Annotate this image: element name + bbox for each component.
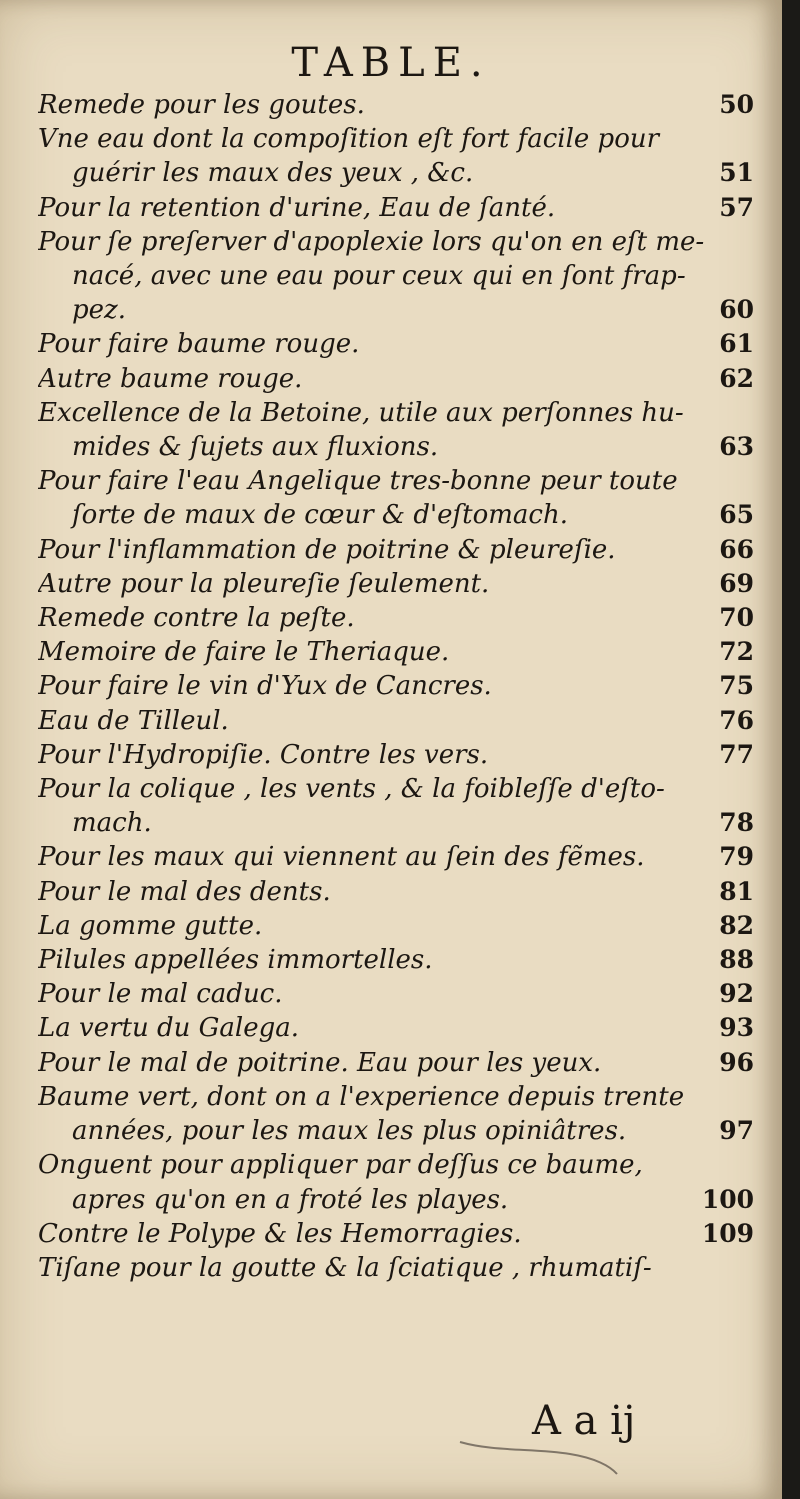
entry-line: Onguent pour appliquer par deſſus ce baume,	[38, 1150, 643, 1181]
entry-line: mach.	[72, 808, 152, 839]
page-number: 100	[701, 1184, 754, 1214]
table-entry	[38, 1251, 754, 1285]
table-entry	[38, 943, 754, 977]
entry-line: Vne eau dont la compoſition eſt fort facile pour	[38, 124, 660, 155]
entry-line: Memoire de faire le Theriaque.	[38, 637, 450, 668]
entry-line: ſorte de maux de cœur & d'eſtomach.	[72, 500, 568, 531]
page-number: 93	[719, 1013, 754, 1043]
entry-line: Pilules appellées immortelles.	[38, 945, 433, 976]
page-number: 77	[719, 739, 754, 769]
page-number: 62	[719, 363, 754, 393]
entry-line: Pour faire le vin d'Yux de Cancres.	[38, 671, 492, 702]
entry-line: Pour la colique , les vents , & la foibleſſe d'eſto-	[38, 774, 665, 805]
page-number: 50	[719, 90, 754, 119]
table-entry	[38, 567, 754, 601]
page-number: 79	[719, 842, 754, 872]
entry-line: Remede pour les goutes.	[38, 90, 365, 120]
entry-line: mides & ſujets aux fluxions.	[72, 432, 439, 463]
table-entry	[38, 704, 754, 738]
entry-line: apres qu'on en a froté les playes.	[72, 1184, 509, 1215]
page-number: 72	[719, 637, 754, 667]
entry-line: Baume vert, dont on a l'experience depuis trente	[38, 1081, 685, 1112]
table-entry	[38, 772, 754, 840]
table-entry	[38, 1046, 754, 1080]
entry-line: Autre baume rouge.	[38, 363, 303, 394]
entry-line: Tiſane pour la goutte & la ſciatique , rhumatiſ-	[38, 1252, 652, 1283]
table-entries	[38, 88, 754, 1285]
table-entry	[38, 840, 754, 874]
entry-line: Pour le mal de poitrine. Eau pour les yeux.	[38, 1047, 602, 1078]
page-title: TABLE.	[291, 40, 491, 86]
table-entry	[38, 738, 754, 772]
table-entry	[38, 601, 754, 635]
table-entry	[38, 88, 754, 122]
page-number: 88	[719, 945, 754, 975]
entry-line: La vertu du Galega.	[38, 1013, 300, 1044]
page-number: 57	[719, 192, 754, 222]
table-entry	[38, 225, 754, 328]
page-number: 97	[719, 1116, 754, 1146]
table-entry	[38, 1217, 754, 1251]
table-entry	[38, 1011, 754, 1045]
entry-line: Eau de Tilleul.	[38, 705, 229, 736]
entry-line: Remede contre la peſte.	[38, 603, 355, 634]
entry-line: Pour le mal caduc.	[38, 979, 283, 1010]
table-entry	[38, 327, 754, 361]
entry-line: Pour la retention d'urine, Eau de ſanté.	[38, 192, 556, 223]
page-number: 51	[719, 158, 754, 188]
table-entry	[38, 909, 754, 943]
entry-line: Pour le mal des dents.	[38, 876, 331, 907]
page-number: 96	[719, 1047, 754, 1077]
entry-line: Pour l'Hydropiſie. Contre les vers.	[38, 739, 489, 770]
page-number: 65	[719, 500, 754, 530]
page-number: 66	[719, 534, 754, 564]
table-entry	[38, 191, 754, 225]
entry-line: Pour les maux qui viennent au ſein des fẽmes.	[38, 842, 645, 873]
page-number: 75	[719, 671, 754, 701]
page-number: 70	[719, 603, 754, 633]
table-entry	[38, 669, 754, 703]
entry-line: pez.	[72, 295, 126, 326]
table-entry	[38, 464, 754, 532]
page-number: 78	[719, 808, 754, 838]
table-entry	[38, 977, 754, 1011]
table-entry	[38, 122, 754, 190]
table-entry	[38, 396, 754, 464]
flourish-ornament	[455, 1428, 625, 1478]
table-entry	[38, 1148, 754, 1216]
entry-line: années, pour les maux les plus opiniâtres.	[72, 1116, 627, 1147]
entry-line: Contre le Polype & les Hemorragies.	[38, 1218, 522, 1249]
table-entry	[38, 635, 754, 669]
page-number: 61	[719, 329, 754, 359]
page-number: 69	[719, 568, 754, 598]
page-number: 81	[719, 876, 754, 906]
entry-line: Pour faire l'eau Angelique tres-bonne peur toute	[38, 466, 678, 497]
entry-line: Pour ſe preſerver d'apoplexie lors qu'on en eſt me-	[38, 226, 705, 257]
page-number: 76	[719, 705, 754, 735]
entry-line: Pour l'inflammation de poitrine & pleureſie.	[38, 534, 616, 565]
page-number: 92	[719, 979, 754, 1009]
page-number: 60	[719, 295, 754, 325]
entry-line: La gomme gutte.	[38, 910, 263, 941]
page-number: 82	[719, 910, 754, 940]
table-entry	[38, 1080, 754, 1148]
page-number: 109	[701, 1218, 754, 1248]
signature-mark: A a ij	[532, 1398, 636, 1444]
entry-line: Autre pour la pleureſie ſeulement.	[38, 568, 490, 599]
table-entry	[38, 362, 754, 396]
entry-line: Excellence de la Betoine, utile aux perſonnes hu-	[38, 397, 684, 428]
table-entry	[38, 875, 754, 909]
table-entry	[38, 533, 754, 567]
entry-line: nacé, avec une eau pour ceux qui en ſont frap-	[72, 261, 686, 292]
entry-line: guérir les maux des yeux , &c.	[72, 158, 474, 189]
page-number: 63	[719, 432, 754, 462]
entry-line: Pour faire baume rouge.	[38, 329, 360, 360]
